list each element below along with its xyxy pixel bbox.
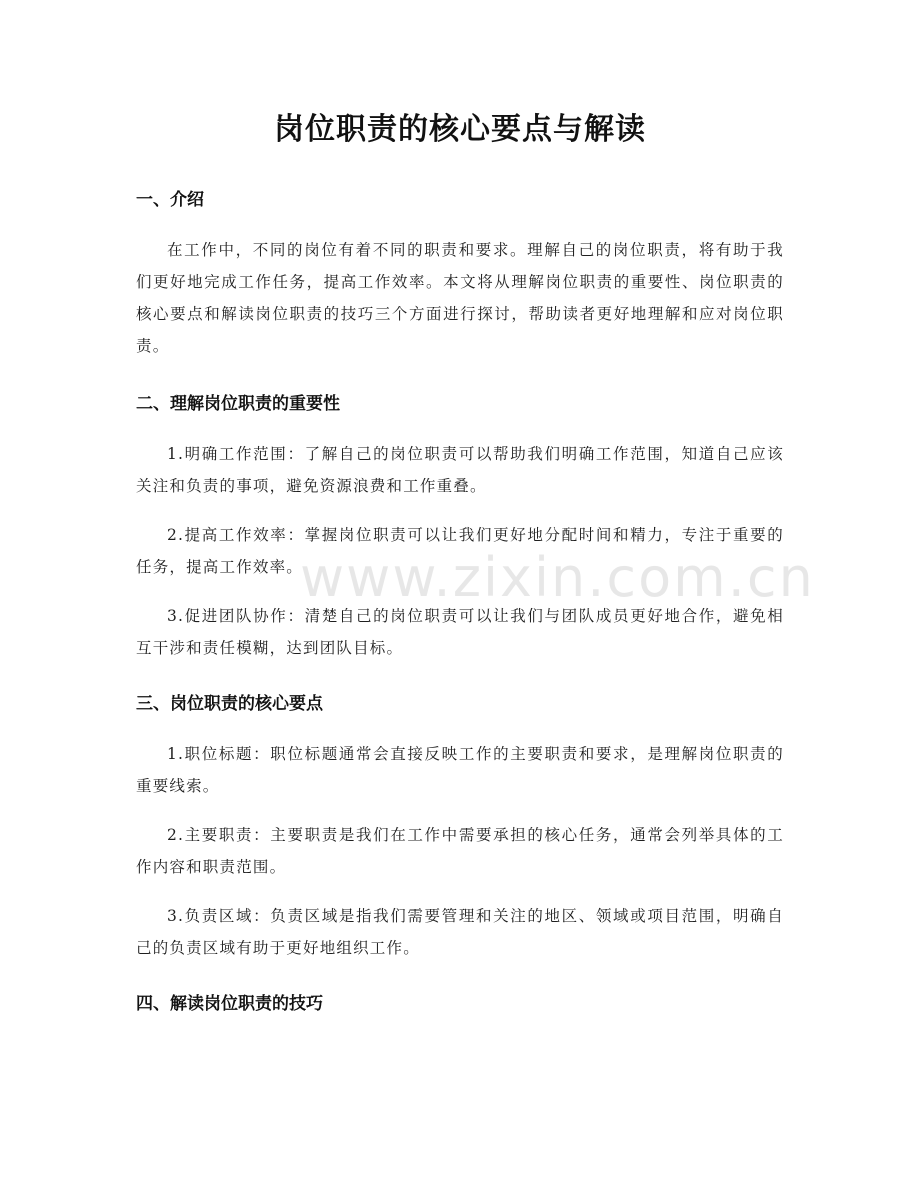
section-interpretation-tips	[136, 990, 784, 1018]
section-heading: 二、理解岗位职责的重要性	[136, 394, 340, 414]
paragraph: 2.主要职责：主要职责是我们在工作中需要承担的核心任务，通常会列举具体的工作内容和职责范围。	[136, 826, 784, 876]
document-title: 岗位职责的核心要点与解读	[274, 112, 646, 147]
section-heading: 四、解读岗位职责的技巧	[136, 994, 323, 1014]
document-body	[136, 186, 784, 1038]
section-core-points	[136, 690, 784, 964]
paragraph: 2.提高工作效率：掌握岗位职责可以让我们更好地分配时间和精力，专注于重要的任务，提高工作效率。	[136, 526, 784, 576]
section-heading: 一、介绍	[136, 190, 204, 210]
section-importance	[136, 390, 784, 664]
paragraph: 在工作中，不同的岗位有着不同的职责和要求。理解自己的岗位职责，将有助于我们更好地完成工作任务，提高工作效率。本文将从理解岗位职责的重要性、岗位职责的核心要点和解读岗位职责的技巧三个方面进行探讨，帮助读者更好地理解和应对岗位职责。	[136, 241, 784, 355]
section-introduction	[136, 186, 784, 362]
section-heading: 三、岗位职责的核心要点	[136, 694, 323, 714]
paragraph: 1.明确工作范围：了解自己的岗位职责可以帮助我们明确工作范围，知道自己应该关注和负责的事项，避免资源浪费和工作重叠。	[136, 445, 784, 495]
paragraph: 3.负责区域：负责区域是指我们需要管理和关注的地区、领域或项目范围，明确自己的负责区域有助于更好地组织工作。	[136, 907, 784, 957]
paragraph: 3.促进团队协作：清楚自己的岗位职责可以让我们与团队成员更好地合作，避免相互干涉和责任模糊，达到团队目标。	[136, 607, 784, 657]
watermark: www.zixin.com.cn	[300, 546, 815, 609]
paragraph: 1.职位标题：职位标题通常会直接反映工作的主要职责和要求，是理解岗位职责的重要线索。	[136, 745, 784, 795]
